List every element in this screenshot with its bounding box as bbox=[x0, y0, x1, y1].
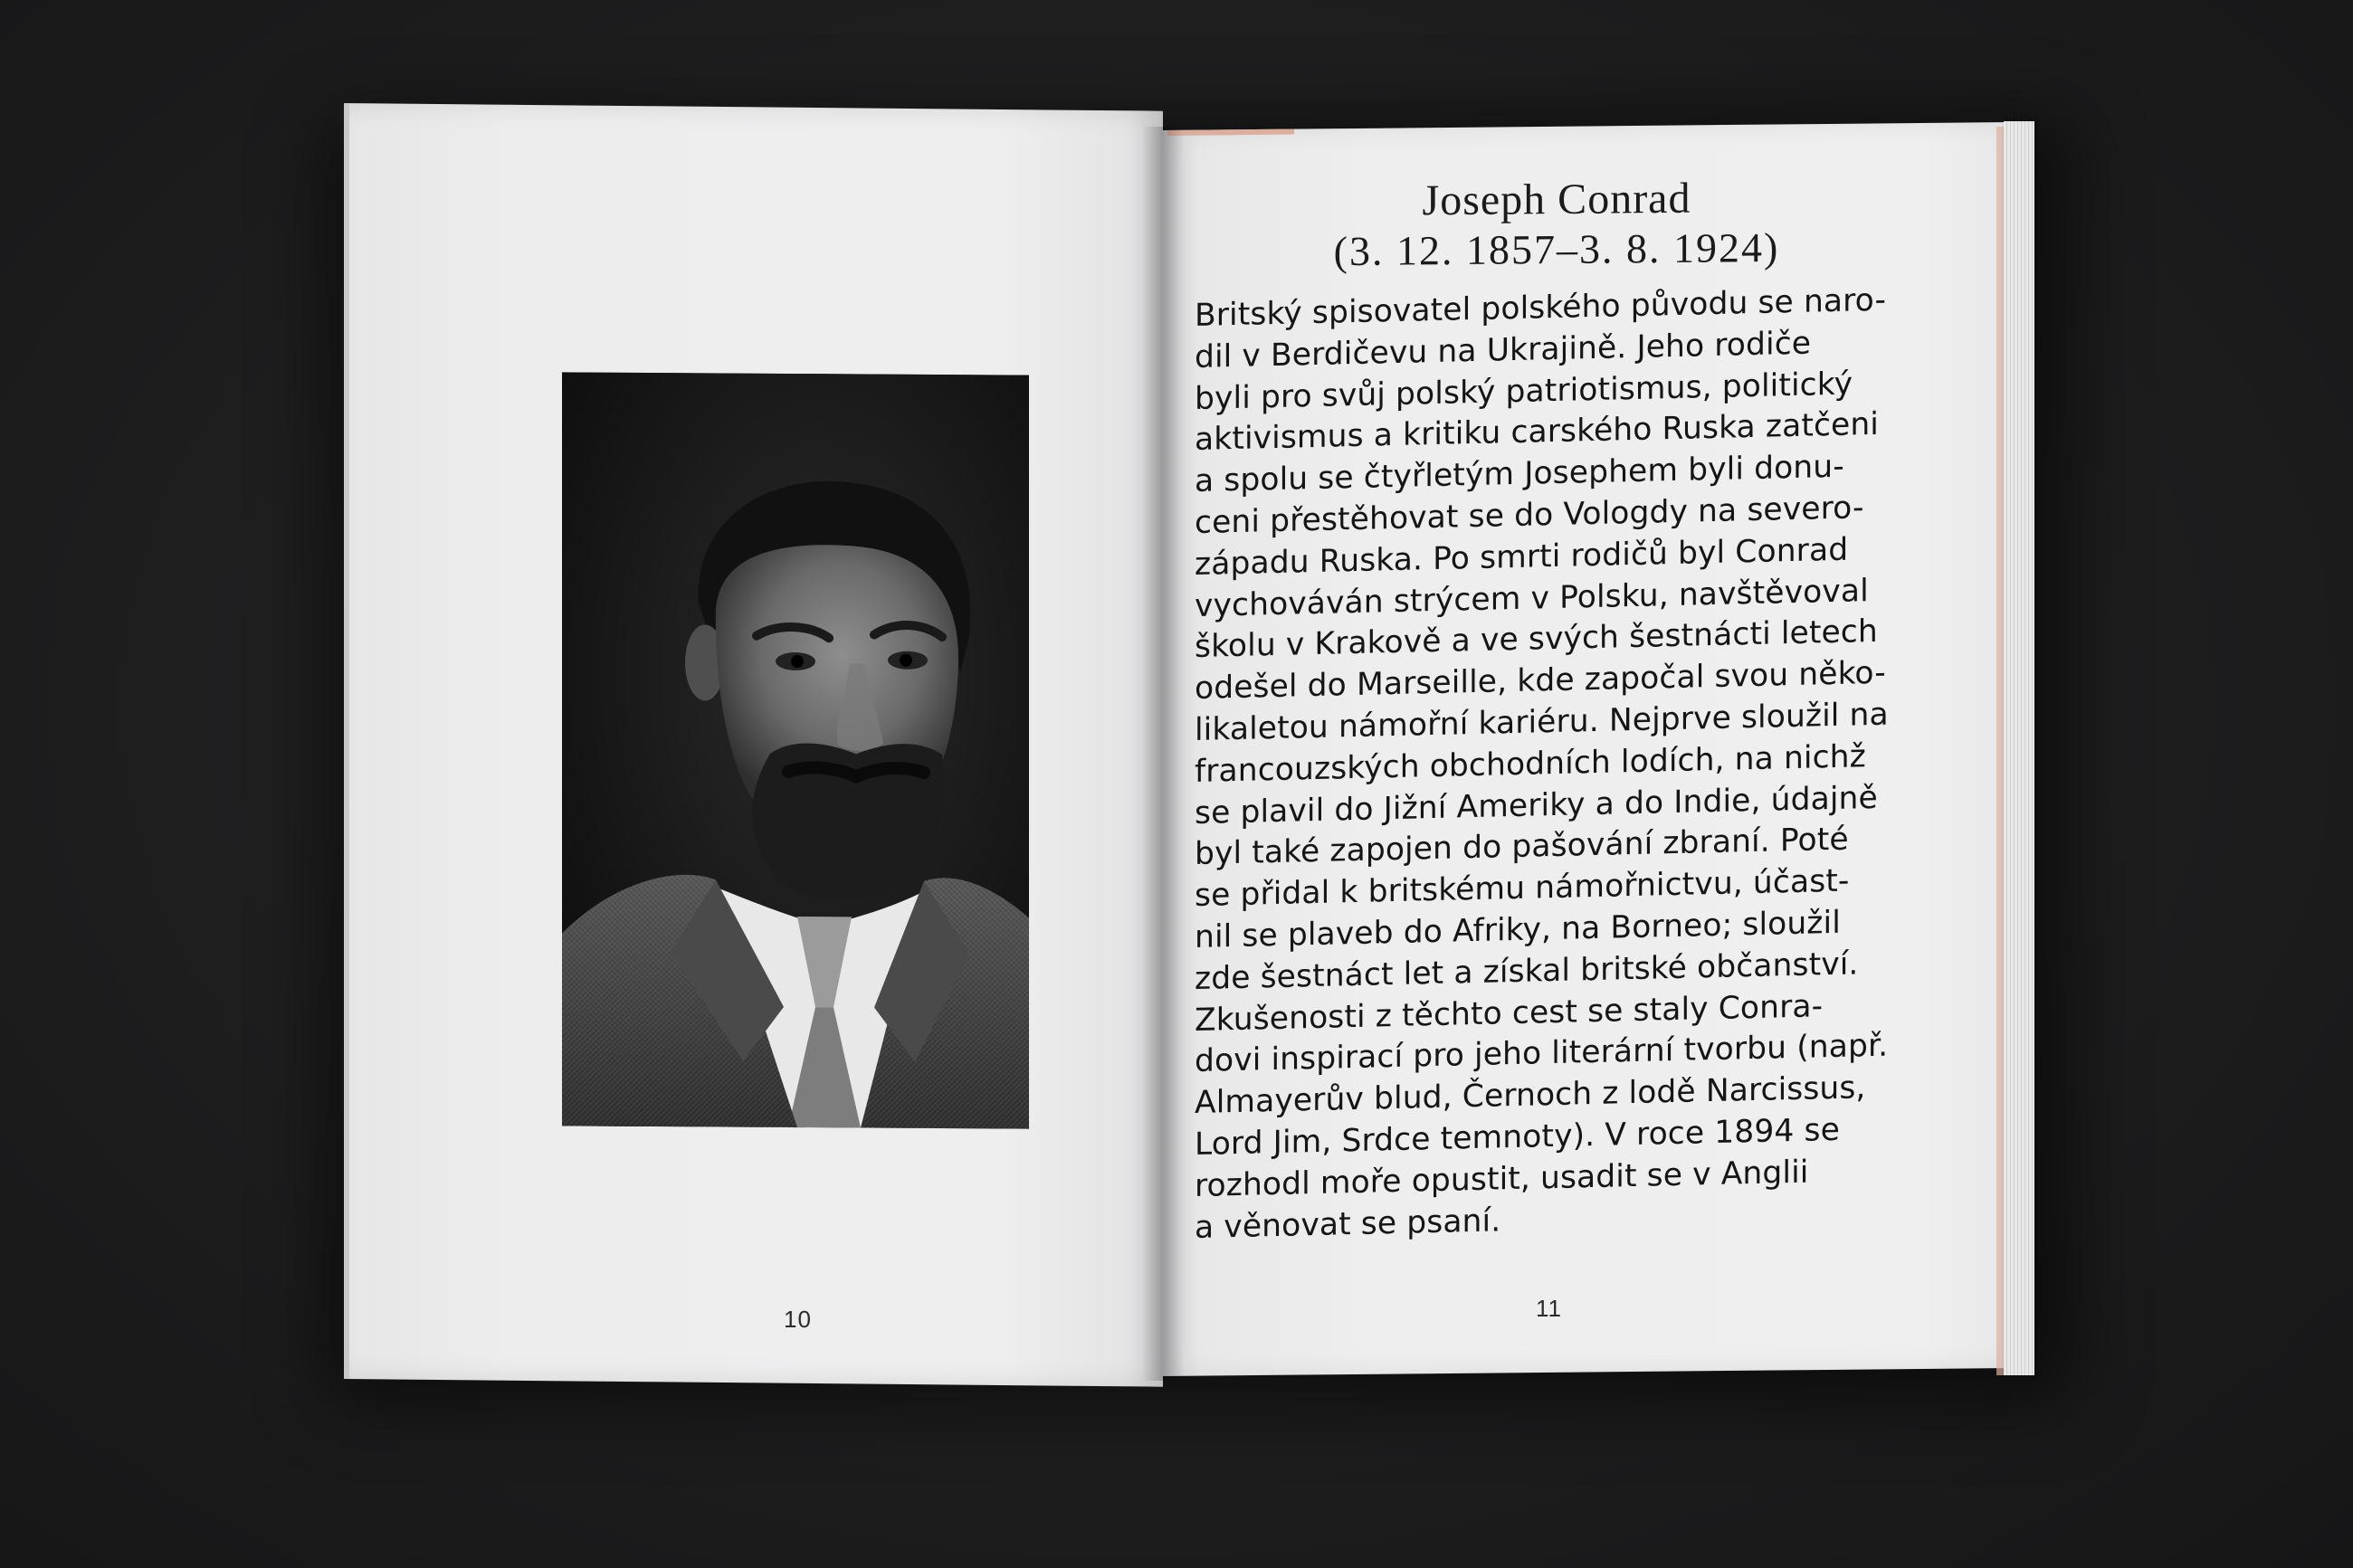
text-line: a věnovat se psaní. bbox=[1195, 1202, 1501, 1246]
text-line: dil v Berdičevu na Ukrajině. Jeho rodiče bbox=[1195, 325, 1812, 375]
text-line: likaletou námořní kariéru. Nejprve sloužil na bbox=[1195, 696, 1889, 748]
text-line: byl také zapojen do pašování zbraní. Poté bbox=[1195, 821, 1849, 873]
page-number-right: 11 bbox=[1536, 1295, 1562, 1322]
text-line: Britský spisovatel polského původu se naro- bbox=[1195, 281, 1887, 334]
text-line: francouzských obchodních lodích, na nichž bbox=[1195, 737, 1866, 790]
text-line: se plavil do Jižní Ameriky a do Indie, údajně bbox=[1195, 779, 1878, 832]
text-line: Zkušenosti z těchto cest se staly Conra- bbox=[1195, 987, 1824, 1039]
text-line: aktivismus a kritiku carského Ruska zatčeni bbox=[1195, 406, 1879, 459]
left-page-edge bbox=[344, 103, 349, 1379]
text-line: západu Ruska. Po smrti rodičů byl Conrad bbox=[1195, 531, 1849, 583]
text-line: odešel do Marseille, kde započal svou něko- bbox=[1195, 654, 1886, 708]
text-line: Lord Jim, Srdce temnoty). V roce 1894 se bbox=[1195, 1111, 1840, 1163]
text-line: školu v Krakově a ve svých šestnácti letech bbox=[1195, 613, 1878, 666]
author-name: Joseph Conrad bbox=[1422, 174, 1691, 225]
portrait-photo bbox=[562, 372, 1029, 1128]
text-line: se přidal k britskému námořnictvu, účast- bbox=[1195, 862, 1850, 915]
text-line: ceni přestěhovat se do Vologdy na severo- bbox=[1195, 489, 1864, 541]
portrait-illustration bbox=[562, 372, 1029, 1128]
biography-text bbox=[1195, 281, 1937, 1249]
chapter-title-block bbox=[1303, 173, 1810, 277]
text-line: byli pro svůj polský patriotismus, politický bbox=[1195, 366, 1853, 417]
text-line: zde šestnáct let a získal britské občanství. bbox=[1195, 946, 1859, 997]
text-line: rozhodl moře opustit, usadit se v Anglii bbox=[1195, 1154, 1809, 1204]
page-stack bbox=[2004, 121, 2034, 1375]
text-line: a spolu se čtyřletým Josephem byli donu- bbox=[1195, 448, 1844, 500]
author-dates: (3. 12. 1857–3. 8. 1924) bbox=[1333, 223, 1780, 275]
page-stack-accent bbox=[1996, 127, 2004, 1375]
text-line: nil se plaveb do Afriky, na Borneo; sloužil bbox=[1195, 904, 1841, 955]
text-line: dovi inspirací pro jeho literární tvorbu (např. bbox=[1195, 1027, 1889, 1080]
page-number-left: 10 bbox=[784, 1306, 812, 1333]
text-line: Almayerův blud, Černoch z lodě Narcissus, bbox=[1195, 1069, 1866, 1122]
text-line: vychováván strýcem v Polsku, navštěvoval bbox=[1195, 572, 1869, 624]
book-spine bbox=[1142, 127, 1184, 1381]
